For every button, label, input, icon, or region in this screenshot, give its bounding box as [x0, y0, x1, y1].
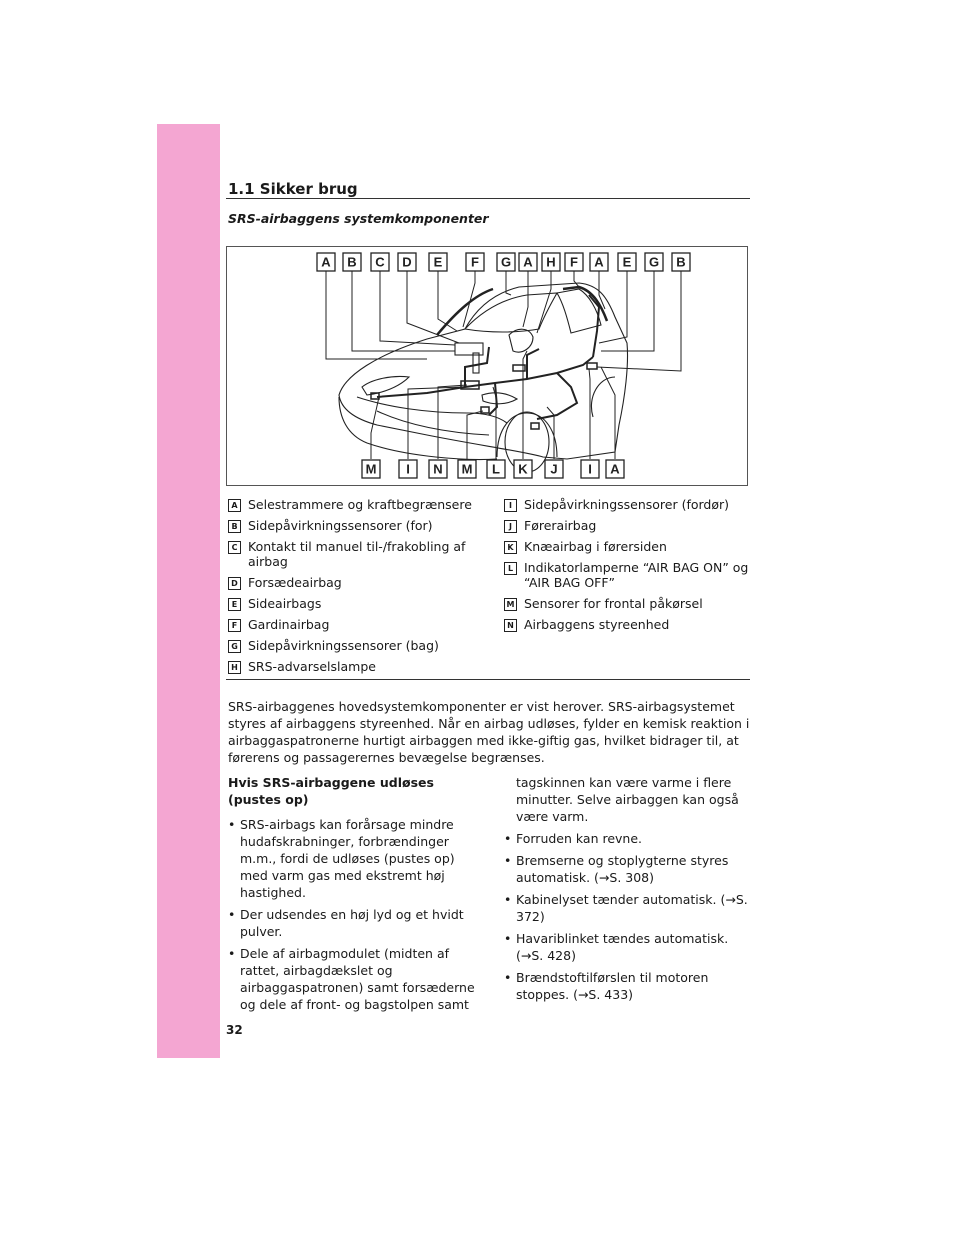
svg-text:L: L: [492, 461, 500, 477]
page-number: 32: [226, 1023, 243, 1037]
svg-text:A: A: [594, 254, 604, 270]
top-label-a: [590, 253, 608, 271]
top-label-c: [371, 253, 389, 271]
bottom-component-labels: [362, 460, 624, 478]
section-divider: [226, 198, 750, 199]
left-text-column: [228, 774, 482, 1018]
intro-paragraph: SRS-airbaggenes hovedsystemkomponenter er vist herover. SRS-airbagsystemet styres af airbaggens styreenhed. Når en airbag udløses, fylder en kemisk reaktion i airbaggaspatronerne hurtigt airbaggen med ikke-giftig gas, hvilket bidrager til, at førerens og passagerernes bevægelse begrænses.: [228, 699, 750, 765]
bullet-dot-icon: •: [504, 931, 512, 946]
legend-item-j: [504, 518, 750, 533]
bullet-dot-icon: •: [504, 831, 512, 846]
legend-key: J: [504, 520, 517, 533]
legend-text: Selestrammere og kraftbegrænsere: [248, 497, 472, 512]
legend-item-h: [228, 659, 490, 674]
legend-key: N: [504, 619, 517, 632]
legend-text: Sidepåvirkningssensorer (fordør): [524, 497, 730, 512]
legend-key: E: [228, 598, 241, 611]
list-item: • SRS-airbags kan forårsage mindre hudafskrabninger, forbrændinger m.m., fordi de udløses (pustes op) med varm gas med ekstremt høj hastighed.: [228, 817, 455, 900]
top-label-g: [497, 253, 515, 271]
bottom-label-m: [362, 460, 380, 478]
left-bullet-list: [228, 816, 482, 1013]
legend-text: Forsædeairbag: [248, 575, 342, 590]
top-label-a: [317, 253, 335, 271]
top-label-h: [542, 253, 560, 271]
right-bullet-list: [504, 830, 750, 1003]
svg-text:A: A: [610, 461, 620, 477]
top-label-b: [343, 253, 361, 271]
legend-text: Sidepåvirkningssensorer (for): [248, 518, 433, 533]
legend-text: Airbaggens styreenhed: [524, 617, 670, 632]
legend-item-e: [228, 596, 490, 611]
top-component-labels: [317, 253, 690, 271]
bullet-dot-icon: •: [228, 907, 236, 922]
legend-item-m: [504, 596, 750, 611]
top-label-e: [429, 253, 447, 271]
legend-text: Gardinairbag: [248, 617, 330, 632]
top-label-f: [565, 253, 583, 271]
list-item: • Dele af airbagmodulet (midten af rattet, airbagdækslet og airbaggaspatronen) samt forsæderne og dele af front- og bagstolpen samt: [228, 946, 475, 1012]
svg-text:G: G: [500, 254, 512, 270]
svg-text:G: G: [648, 254, 660, 270]
svg-text:F: F: [570, 254, 578, 270]
bullet-dot-icon: •: [504, 853, 512, 868]
svg-text:E: E: [622, 254, 632, 270]
bullet-dot-icon: •: [504, 892, 512, 907]
bottom-label-i: [581, 460, 599, 478]
legend-item-i: [504, 497, 750, 512]
car-illustration: [227, 247, 747, 485]
bullet-dot-icon: •: [504, 970, 512, 985]
svg-text:B: B: [347, 254, 357, 270]
svg-text:E: E: [433, 254, 443, 270]
legend-key: G: [228, 640, 241, 653]
list-item: • Kabinelyset tænder automatisk. (→S. 372): [504, 892, 748, 924]
legend-key: A: [228, 499, 241, 512]
top-label-a: [519, 253, 537, 271]
svg-text:A: A: [523, 254, 533, 270]
page-subtitle: SRS-airbaggens systemkomponenter: [228, 211, 489, 226]
deployment-heading: Hvis SRS-airbaggene udløses (pustes op): [228, 775, 434, 807]
legend-item-k: [504, 539, 750, 554]
legend-key: L: [504, 562, 517, 575]
continued-bullet-text: tagskinnen kan være varme i flere minutter. Selve airbaggen kan også være varm.: [516, 775, 739, 824]
list-item: • Brændstoftilførslen til motoren stoppes. (→S. 433): [504, 970, 709, 1002]
legend-text: Sideairbags: [248, 596, 322, 611]
legend-text: Sensorer for frontal påkørsel: [524, 596, 703, 611]
svg-text:H: H: [546, 254, 556, 270]
legend-item-l: [504, 560, 750, 590]
svg-text:I: I: [406, 461, 410, 477]
legend-right-column: [504, 497, 750, 638]
legend-text: SRS-advarselslampe: [248, 659, 376, 674]
svg-text:F: F: [471, 254, 479, 270]
legend-key: D: [228, 577, 241, 590]
svg-text:J: J: [550, 461, 558, 477]
side-color-band: [157, 124, 220, 1058]
legend-key: K: [504, 541, 517, 554]
top-label-e: [618, 253, 636, 271]
legend-item-d: [228, 575, 490, 590]
legend-text: Indikatorlamperne “AIR BAG ON” og “AIR BAG OFF”: [524, 560, 749, 590]
legend-divider: [226, 679, 750, 680]
legend-item-n: [504, 617, 750, 632]
svg-text:I: I: [588, 461, 592, 477]
list-item: • Havariblinket tændes automatisk. (→S. 428): [504, 931, 729, 963]
legend-key: F: [228, 619, 241, 632]
legend-key: M: [504, 598, 517, 611]
legend-key: H: [228, 661, 241, 674]
bullet-dot-icon: •: [228, 946, 236, 961]
svg-text:M: M: [461, 461, 473, 477]
legend-text: Sidepåvirkningssensorer (bag): [248, 638, 439, 653]
bullet-dot-icon: •: [228, 817, 236, 832]
bottom-label-a: [606, 460, 624, 478]
legend-item-b: [228, 518, 490, 533]
legend-key: I: [504, 499, 517, 512]
top-label-d: [398, 253, 416, 271]
bottom-label-n: [429, 460, 447, 478]
svg-text:C: C: [375, 254, 385, 270]
legend-item-g: [228, 638, 490, 653]
legend-item-f: [228, 617, 490, 632]
legend-key: B: [228, 520, 241, 533]
top-label-g: [645, 253, 663, 271]
airbag-system-diagram: [226, 246, 748, 486]
svg-text:M: M: [365, 461, 377, 477]
bottom-label-j: [545, 460, 563, 478]
bottom-label-m: [458, 460, 476, 478]
svg-text:N: N: [433, 461, 443, 477]
list-item: • Der udsendes en høj lyd og et hvidt pulver.: [228, 907, 464, 939]
legend-text: Kontakt til manuel til-/frakobling af airbag: [248, 539, 466, 569]
svg-text:B: B: [676, 254, 686, 270]
right-text-column: [504, 774, 750, 1008]
list-item: • Bremserne og stoplygterne styres automatisk. (→S. 308): [504, 853, 729, 885]
legend-item-a: [228, 497, 490, 512]
list-item: • Forruden kan revne.: [504, 831, 643, 846]
top-label-f: [466, 253, 484, 271]
legend-item-c: [228, 539, 490, 569]
legend-key: C: [228, 541, 241, 554]
section-title: 1.1 Sikker brug: [228, 180, 358, 198]
legend-text: Førerairbag: [524, 518, 597, 533]
bottom-label-k: [514, 460, 532, 478]
bottom-label-l: [487, 460, 505, 478]
svg-text:D: D: [402, 254, 412, 270]
top-label-b: [672, 253, 690, 271]
svg-text:K: K: [518, 461, 528, 477]
svg-text:A: A: [321, 254, 331, 270]
legend-left-column: [228, 497, 490, 680]
legend-text: Knæairbag i førersiden: [524, 539, 667, 554]
bottom-label-i: [399, 460, 417, 478]
